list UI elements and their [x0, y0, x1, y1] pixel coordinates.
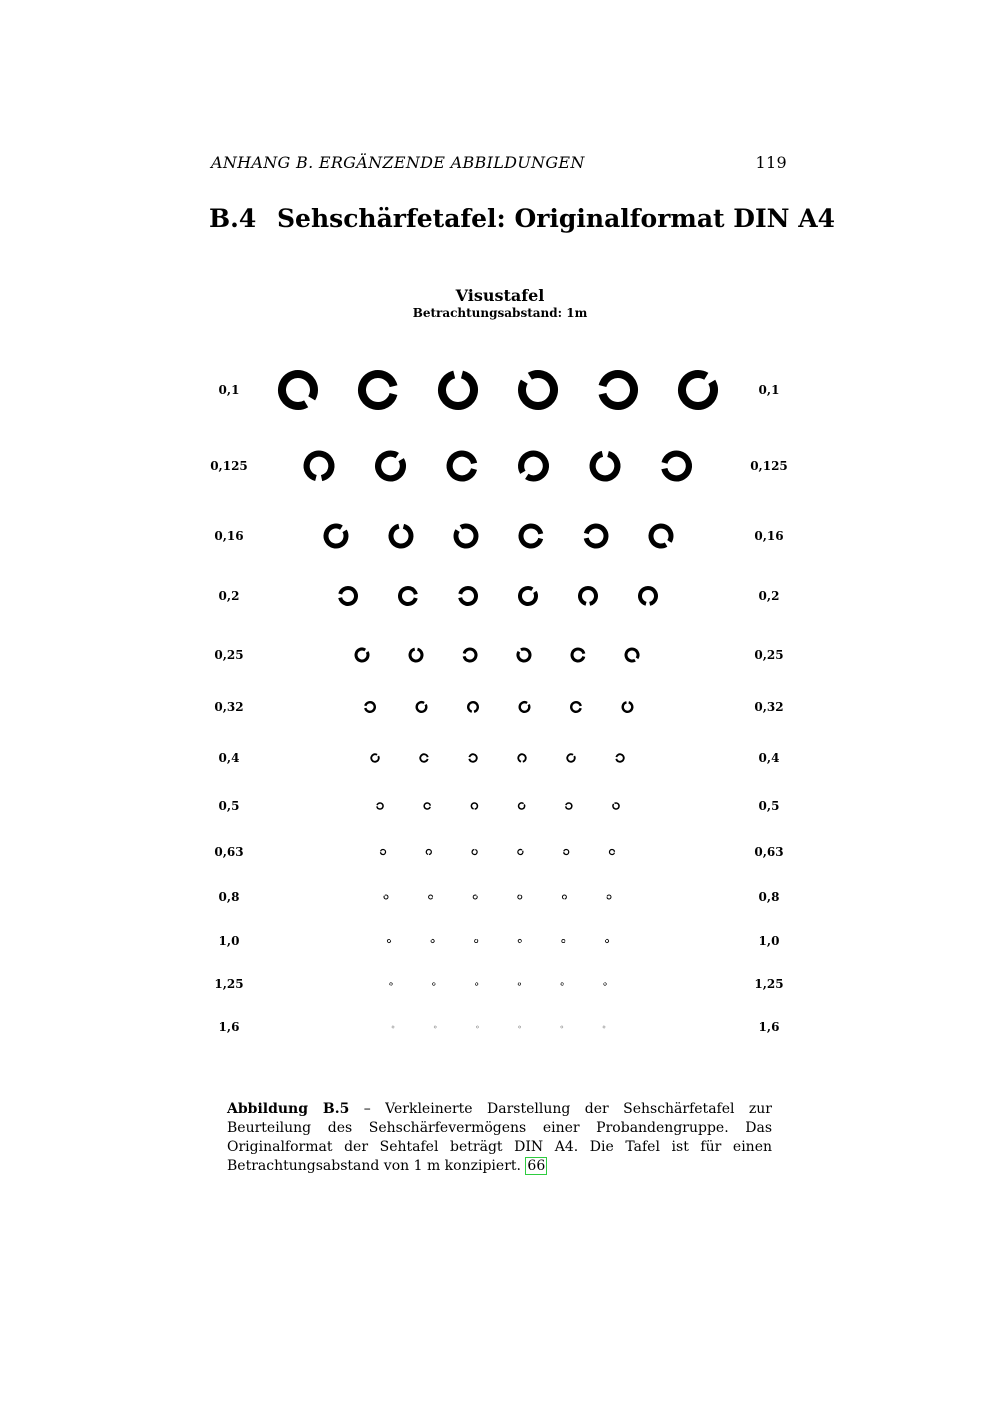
- landolt-ring: [622, 701, 634, 713]
- landolt-ring: [467, 701, 479, 713]
- landolt-ring: [518, 1026, 521, 1029]
- landolt-ring: [424, 802, 431, 809]
- landolt-ring: [428, 895, 433, 900]
- acuity-label-left: 0,63: [214, 845, 244, 859]
- page-number: 119: [755, 153, 787, 172]
- landolt-ring: [612, 802, 620, 810]
- acuity-label-right: 1,25: [754, 977, 784, 991]
- acuity-label-left: 0,25: [214, 648, 244, 662]
- landolt-ring: [338, 586, 357, 605]
- acuity-label-right: 0,32: [754, 700, 784, 714]
- landolt-ring: [590, 451, 620, 481]
- landolt-ring: [458, 586, 477, 605]
- landolt-ring: [475, 982, 479, 986]
- landolt-ring: [609, 849, 615, 855]
- landolt-ring: [676, 368, 720, 412]
- landolt-ring: [518, 982, 521, 985]
- landolt-ring: [518, 700, 531, 713]
- landolt-ring: [517, 585, 539, 607]
- landolt-ring: [447, 451, 477, 481]
- landolt-ring: [518, 939, 522, 943]
- landolt-ring: [370, 753, 380, 763]
- acuity-label-left: 0,4: [218, 751, 240, 765]
- landolt-ring: [439, 371, 478, 410]
- caption-label: Abbildung B.5: [227, 1101, 350, 1117]
- landolt-ring: [560, 1026, 563, 1029]
- landolt-ring: [565, 802, 572, 809]
- landolt-ring: [517, 449, 551, 483]
- landolt-ring: [661, 451, 691, 481]
- landolt-ring: [472, 894, 477, 899]
- landolt-ring: [304, 451, 334, 481]
- landolt-ring: [359, 371, 398, 410]
- acuity-label-left: 0,125: [210, 459, 248, 473]
- landolt-ring: [432, 982, 436, 986]
- landolt-ring: [607, 895, 612, 900]
- landolt-ring: [517, 849, 524, 856]
- acuity-label-right: 0,16: [754, 529, 784, 543]
- landolt-ring: [605, 939, 609, 943]
- landolt-ring: [398, 586, 417, 605]
- acuity-label-right: 1,6: [758, 1020, 780, 1034]
- landolt-ring: [392, 1026, 395, 1029]
- acuity-label-right: 1,0: [758, 934, 780, 948]
- citation-link[interactable]: 66: [527, 1158, 546, 1174]
- acuity-label-left: 1,0: [218, 934, 240, 948]
- landolt-ring: [415, 700, 428, 713]
- acuity-label-left: 1,6: [218, 1020, 240, 1034]
- landolt-ring: [419, 753, 428, 762]
- acuity-label-left: 0,32: [214, 700, 244, 714]
- landolt-ring: [426, 849, 432, 855]
- landolt-ring: [566, 753, 576, 763]
- acuity-label-right: 0,1: [758, 383, 780, 397]
- landolt-ring: [584, 524, 608, 548]
- acuity-label-right: 0,25: [754, 648, 784, 662]
- landolt-ring: [380, 849, 386, 855]
- landolt-ring: [374, 449, 408, 483]
- landolt-ring: [376, 802, 383, 809]
- figure-caption: [227, 1100, 772, 1176]
- landolt-ring: [276, 368, 320, 412]
- landolt-ring: [389, 524, 413, 548]
- landolt-ring: [561, 982, 564, 985]
- landolt-ring: [603, 982, 607, 986]
- acuity-label-left: 0,8: [218, 890, 240, 904]
- landolt-ring: [468, 753, 477, 762]
- acuity-label-left: 0,2: [218, 589, 240, 603]
- acuity-label-right: 0,8: [758, 890, 780, 904]
- landolt-ring: [563, 849, 569, 855]
- landolt-ring: [434, 1026, 437, 1029]
- acuity-label-right: 0,5: [758, 799, 780, 813]
- landolt-ring: [578, 586, 597, 605]
- landolt-ring: [474, 939, 478, 943]
- landolt-ring: [354, 647, 370, 663]
- landolt-ring: [516, 647, 532, 663]
- landolt-ring: [561, 939, 565, 943]
- landolt-ring: [570, 701, 582, 713]
- landolt-ring: [476, 1026, 479, 1029]
- acuity-label-left: 0,16: [214, 529, 244, 543]
- landolt-ring: [519, 524, 543, 548]
- landolt-ring: [322, 522, 349, 549]
- landolt-ring: [517, 802, 525, 810]
- acuity-label-right: 0,4: [758, 751, 780, 765]
- landolt-ring: [430, 939, 434, 943]
- landolt-ring: [517, 753, 526, 762]
- landolt-ring: [562, 895, 567, 900]
- section-title: Sehschärfetafel: Originalformat DIN A4: [277, 204, 835, 233]
- landolt-ring: [472, 849, 478, 855]
- landolt-ring: [517, 895, 522, 900]
- landolt-ring: [383, 894, 388, 899]
- landolt-ring: [516, 368, 560, 412]
- section-number: B.4: [209, 204, 257, 233]
- landolt-ring: [615, 753, 624, 762]
- landolt-ring: [387, 939, 391, 943]
- acuity-label-left: 0,5: [218, 799, 240, 813]
- landolt-ring: [452, 522, 479, 549]
- acuity-label-right: 0,2: [758, 589, 780, 603]
- landolt-ring: [409, 648, 424, 663]
- landolt-ring: [389, 982, 392, 985]
- landolt-ring: [463, 648, 478, 663]
- landolt-ring: [571, 648, 586, 663]
- landolt-ring: [364, 701, 376, 713]
- landolt-ring: [647, 522, 674, 549]
- acuity-label-left: 0,1: [218, 383, 240, 397]
- caption-text: – Verkleinerte Darstellung der Sehschärfetafel zur Beurteilung des Sehschärfevermögens einer Probandengruppe. Das Originalformat der Sehtafel beträgt DIN A4. Die Tafel ist für einen Betrachtungsabstand von 1 m konzipiert.: [227, 1101, 772, 1174]
- landolt-ring: [624, 647, 640, 663]
- running-title: ANHANG B. ERGÄNZENDE ABBILDUNGEN: [211, 153, 585, 172]
- chart-subtitle: Betrachtungsabstand: 1m: [412, 306, 588, 320]
- acuity-label-right: 0,63: [754, 845, 784, 859]
- landolt-ring: [599, 371, 638, 410]
- acuity-label-right: 0,125: [750, 459, 788, 473]
- chart-title: Visustafel: [455, 286, 545, 305]
- landolt-ring: [471, 802, 478, 809]
- landolt-ring: [638, 586, 657, 605]
- acuity-label-left: 1,25: [214, 977, 244, 991]
- landolt-ring: [603, 1026, 606, 1029]
